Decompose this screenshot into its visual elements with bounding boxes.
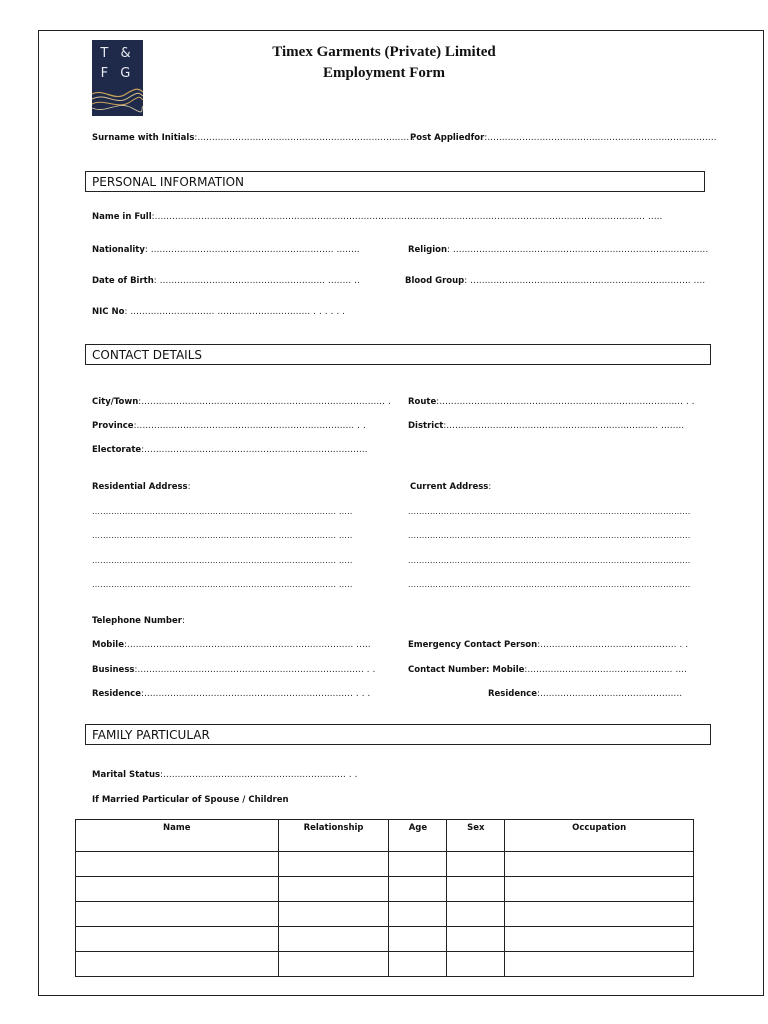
table-cell[interactable] bbox=[505, 902, 694, 927]
marital-status-field[interactable] bbox=[92, 770, 358, 780]
route-field[interactable] bbox=[408, 397, 695, 407]
table-cell[interactable] bbox=[447, 852, 505, 877]
residence-phone-dots: :........................................................................ . . . bbox=[141, 689, 371, 699]
current-address-label: Current Address bbox=[410, 482, 489, 492]
table-cell[interactable] bbox=[505, 877, 694, 902]
column-header-name: Name bbox=[76, 820, 279, 852]
current-address-line-2[interactable]: ....................................................................................................... bbox=[408, 531, 691, 540]
table-cell[interactable] bbox=[76, 902, 279, 927]
table-cell[interactable] bbox=[447, 877, 505, 902]
name-in-full-label: Name in Full bbox=[92, 212, 152, 222]
district-dots: :......................................................................... ........ bbox=[443, 421, 685, 431]
post-applied-field[interactable] bbox=[410, 133, 717, 143]
surname-field[interactable] bbox=[92, 133, 415, 143]
table-cell[interactable] bbox=[447, 902, 505, 927]
religion-label: Religion bbox=[408, 245, 448, 255]
electorate-dots: :............................................................................. bbox=[141, 445, 368, 455]
name-in-full-dots: :......................................................................................................................................................................... ..... bbox=[151, 212, 663, 222]
emergency-residence-label: Residence bbox=[488, 689, 537, 699]
nationality-dots: : ............................................................... ........ bbox=[144, 245, 360, 255]
route-dots: :.................................................................................... . . bbox=[436, 397, 695, 407]
logo-waves-icon bbox=[92, 88, 143, 116]
city-town-dots: :.................................................................................... . bbox=[138, 397, 391, 407]
column-header-sex: Sex bbox=[447, 820, 505, 852]
logo-text-line2: F G bbox=[100, 66, 135, 81]
table-cell[interactable] bbox=[278, 852, 389, 877]
table-cell[interactable] bbox=[278, 927, 389, 952]
date-of-birth-label: Date of Birth bbox=[92, 276, 154, 286]
nationality-field[interactable] bbox=[92, 245, 360, 255]
contact-details-section-header bbox=[85, 344, 711, 365]
electorate-field[interactable] bbox=[92, 445, 368, 455]
contact-details-heading: CONTACT DETAILS bbox=[92, 348, 202, 362]
mobile-field[interactable] bbox=[92, 640, 371, 650]
family-members-table bbox=[75, 819, 694, 977]
family-particular-heading: FAMILY PARTICULAR bbox=[92, 728, 210, 742]
blood-group-field[interactable] bbox=[405, 276, 705, 286]
residential-address-line-3[interactable]: ......................................................................................... ..... bbox=[92, 556, 353, 565]
personal-info-section-header bbox=[85, 171, 705, 192]
nationality-label: Nationality bbox=[92, 245, 145, 255]
mobile-dots: :.............................................................................. ..... bbox=[123, 640, 371, 650]
emergency-contact-person-dots: :............................................... . . bbox=[537, 640, 689, 650]
company-logo bbox=[92, 40, 143, 116]
table-cell[interactable] bbox=[76, 877, 279, 902]
table-cell[interactable] bbox=[505, 852, 694, 877]
residence-phone-label: Residence bbox=[92, 689, 141, 699]
emergency-contact-person-label: Emergency Contact Person bbox=[408, 640, 538, 650]
column-header-occupation: Occupation bbox=[505, 820, 694, 852]
current-address-heading bbox=[410, 482, 491, 492]
form-title: Employment Form bbox=[322, 65, 446, 81]
province-label: Province bbox=[92, 421, 134, 431]
residential-address-line-1[interactable]: ......................................................................................... ..... bbox=[92, 507, 353, 516]
current-address-colon: : bbox=[488, 482, 492, 492]
residential-address-line-4[interactable]: ......................................................................................... ..... bbox=[92, 580, 353, 589]
nic-no-field[interactable] bbox=[92, 307, 345, 317]
contact-number-mobile-label: Contact Number: Mobile bbox=[408, 665, 525, 675]
business-phone-dots: :.............................................................................. . . bbox=[134, 665, 376, 675]
contact-number-mobile-field[interactable] bbox=[408, 665, 687, 675]
date-of-birth-field[interactable] bbox=[92, 276, 360, 286]
family-particular-section-header bbox=[85, 724, 711, 745]
table-cell[interactable] bbox=[389, 877, 447, 902]
residential-address-line-2[interactable]: ......................................................................................... ..... bbox=[92, 531, 353, 540]
table-cell[interactable] bbox=[389, 902, 447, 927]
telephone-number-colon: : bbox=[181, 616, 186, 626]
table-cell[interactable] bbox=[447, 952, 505, 977]
religion-dots: : ........................................................................................ bbox=[447, 245, 709, 255]
business-phone-field[interactable] bbox=[92, 665, 375, 675]
column-header-age: Age bbox=[389, 820, 447, 852]
emergency-residence-field[interactable] bbox=[488, 689, 682, 699]
table-cell[interactable] bbox=[447, 927, 505, 952]
surname-label: Surname with Initials bbox=[92, 133, 195, 143]
table-cell[interactable] bbox=[76, 952, 279, 977]
telephone-number-heading bbox=[92, 616, 185, 626]
emergency-contact-person-field[interactable] bbox=[408, 640, 688, 650]
post-applied-dots: :............................................................................... bbox=[484, 133, 717, 143]
name-in-full-field[interactable] bbox=[92, 212, 663, 222]
religion-field[interactable] bbox=[408, 245, 708, 255]
date-of-birth-dots: : ......................................................... ........ .. bbox=[153, 276, 360, 286]
surname-dots: :......................................................................... . bbox=[194, 133, 416, 143]
table-cell[interactable] bbox=[76, 927, 279, 952]
blood-group-dots: : ............................................................................ .... bbox=[464, 276, 706, 286]
residence-phone-field[interactable] bbox=[92, 689, 370, 699]
table-cell[interactable] bbox=[76, 852, 279, 877]
mobile-label: Mobile bbox=[92, 640, 124, 650]
residential-address-colon: : bbox=[187, 482, 191, 492]
marital-status-dots: :............................................................... . . bbox=[160, 770, 358, 780]
table-row bbox=[76, 852, 694, 877]
business-phone-label: Business bbox=[92, 665, 135, 675]
table-row bbox=[76, 902, 694, 927]
married-particulars-note: If Married Particular of Spouse / Children bbox=[92, 795, 289, 805]
table-cell[interactable] bbox=[278, 902, 389, 927]
table-row bbox=[76, 952, 694, 977]
table-header-row bbox=[76, 820, 694, 852]
city-town-field[interactable] bbox=[92, 397, 391, 407]
table-cell[interactable] bbox=[389, 852, 447, 877]
residential-address-label: Residential Address bbox=[92, 482, 188, 492]
route-label: Route bbox=[408, 397, 437, 407]
district-field[interactable] bbox=[408, 421, 684, 431]
table-cell[interactable] bbox=[389, 952, 447, 977]
table-cell[interactable] bbox=[278, 877, 389, 902]
logo-text-line1: T & bbox=[100, 46, 135, 61]
table-cell[interactable] bbox=[389, 927, 447, 952]
emergency-residence-dots: :................................................. bbox=[537, 689, 683, 699]
residential-address-heading bbox=[92, 482, 191, 492]
table-cell[interactable] bbox=[505, 952, 694, 977]
table-row bbox=[76, 927, 694, 952]
province-field[interactable] bbox=[92, 421, 366, 431]
column-header-relationship: Relationship bbox=[278, 820, 389, 852]
province-dots: :........................................................................... . . bbox=[133, 421, 366, 431]
personal-info-heading: PERSONAL INFORMATION bbox=[92, 175, 245, 189]
blood-group-label: Blood Group bbox=[405, 276, 465, 286]
electorate-label: Electorate bbox=[92, 445, 142, 455]
nic-no-label: NIC No bbox=[92, 307, 125, 317]
marital-status-label: Marital Status bbox=[92, 770, 161, 780]
table-cell[interactable] bbox=[505, 927, 694, 952]
nic-no-dots: : ............................. ................................ . . . . . . bbox=[124, 307, 346, 317]
table-row bbox=[76, 877, 694, 902]
current-address-line-3[interactable]: ....................................................................................................... bbox=[408, 556, 691, 565]
district-label: District bbox=[408, 421, 444, 431]
company-name: Timex Garments (Private) Limited bbox=[272, 44, 496, 60]
contact-number-mobile-dots: :.................................................. .... bbox=[524, 665, 688, 675]
post-applied-label: Post Appliedfor bbox=[410, 133, 485, 143]
table-cell[interactable] bbox=[278, 952, 389, 977]
current-address-line-1[interactable]: ....................................................................................................... bbox=[408, 507, 691, 516]
city-town-label: City/Town bbox=[92, 397, 139, 407]
current-address-line-4[interactable]: ....................................................................................................... bbox=[408, 580, 691, 589]
telephone-number-label: Telephone Number bbox=[92, 616, 182, 626]
